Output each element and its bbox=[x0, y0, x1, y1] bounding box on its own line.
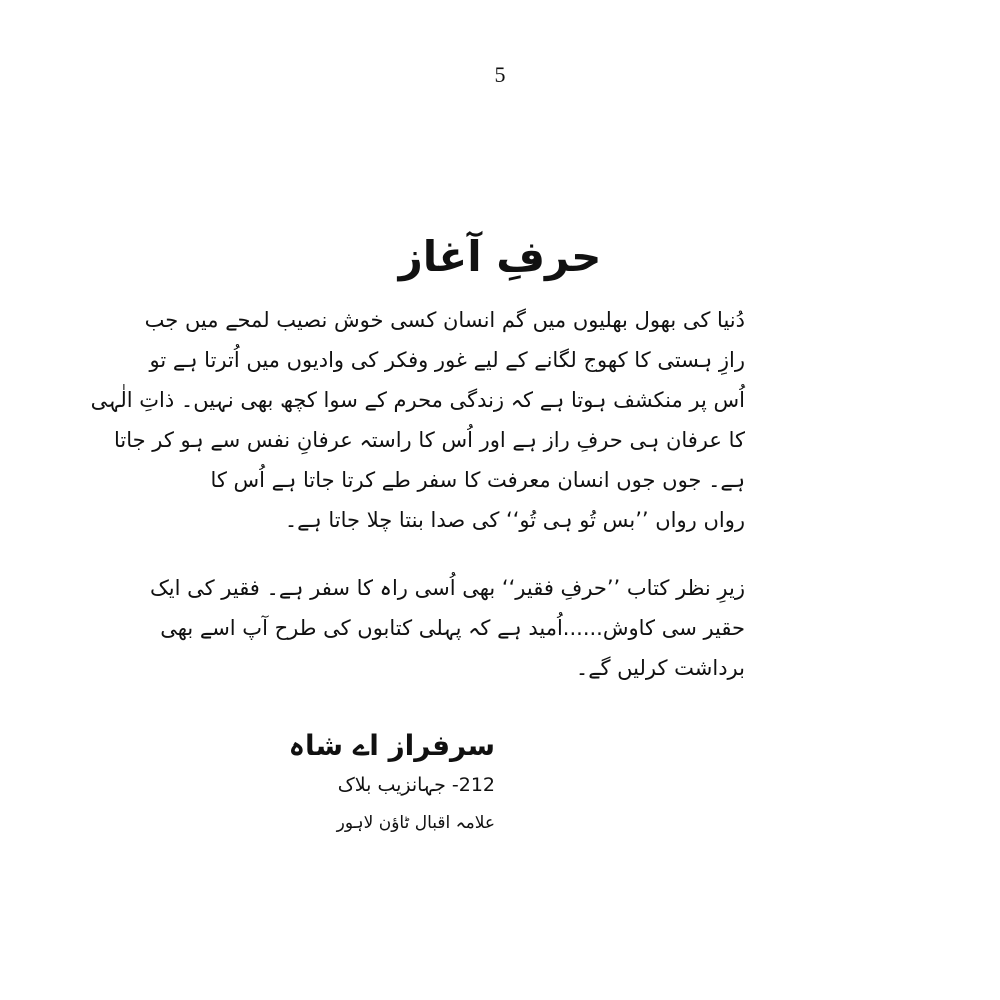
text-line: ہے۔ جوں جوں انسان معرفت کا سفر طے کرتا جاتا ہے اُس کا bbox=[210, 468, 745, 492]
text-line: دُنیا کی بھول بھلیوں میں گم انسان کسی خوش نصیب لمحے میں جب bbox=[144, 308, 745, 332]
text-line: برداشت کرلیں گے۔ bbox=[575, 656, 745, 680]
text-line: رازِ ہستی کا کھوج لگانے کے لیے غور وفکر کی وادیوں میں اُترتا ہے تو bbox=[149, 348, 745, 372]
address-line: علامہ اقبال ٹاؤن لاہور bbox=[336, 813, 495, 833]
text-line: حقیر سی کاوش......اُمید ہے کہ پہلی کتابوں کی طرح آپ اسے بھی bbox=[160, 616, 745, 640]
text-line: زیرِ نظر کتاب ’’حرفِ فقیر‘‘ بھی اُسی راہ کا سفر ہے۔ فقیر کی ایک bbox=[149, 576, 745, 600]
address-line: 212- جہانزیب بلاک bbox=[337, 774, 495, 796]
paragraph-intro bbox=[90, 300, 745, 540]
page-number: 5 bbox=[494, 62, 506, 87]
paragraph-book bbox=[149, 568, 745, 688]
text-line: اُس پر منکشف ہوتا ہے کہ زندگی محرم کے سوا کچھ بھی نہیں۔ ذاتِ الٰہی bbox=[90, 388, 745, 412]
signature-block bbox=[255, 726, 495, 842]
text-line: رواں رواں ’’بس تُو ہی تُو‘‘ کی صدا بنتا چلا جاتا ہے۔ bbox=[284, 508, 745, 532]
page-title: حرفِ آغاز bbox=[398, 232, 602, 281]
author-name: سرفراز اے شاہ bbox=[288, 729, 495, 762]
text-line: کا عرفان ہی حرفِ راز ہے اور اُس کا راستہ عرفانِ نفس سے ہو کر جاتا bbox=[113, 428, 745, 452]
